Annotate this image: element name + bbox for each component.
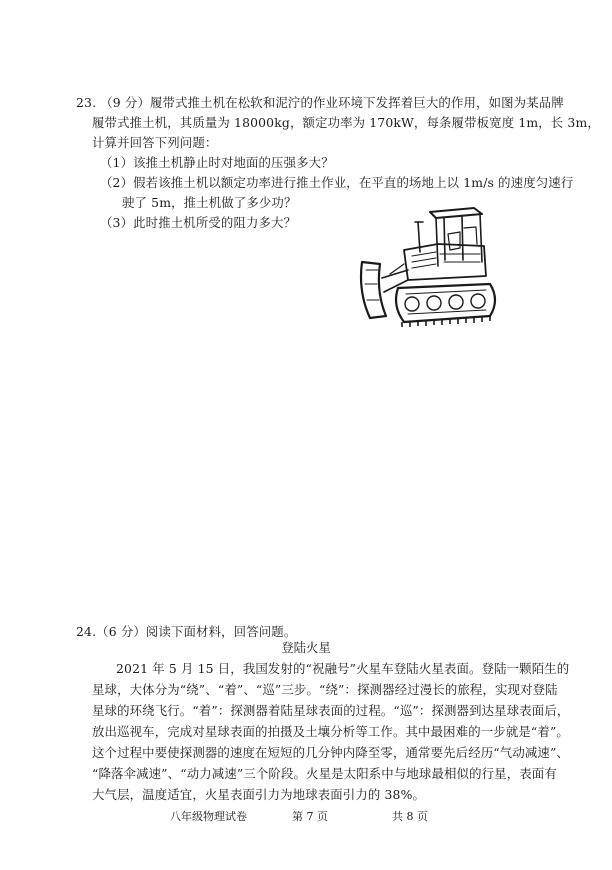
q23-part-2: （2）假若该推土机以额定功率进行推土作业，在平直的场地上以 1m/s 的速度匀速行 bbox=[100, 175, 574, 190]
q24-paragraph-line-5: 这个过程中要使探测器的速度在短短的几分钟内降至零，通常要先后经历“气动减速”、 bbox=[92, 745, 569, 760]
q23-part-3: （3）此时推土机所受的阻力多大？ bbox=[100, 215, 297, 230]
q23-part-1: （1）该推土机静止时对地面的压强多大？ bbox=[100, 155, 334, 170]
q23-line-3: 计算并回答下列问题： bbox=[92, 135, 218, 150]
footer-subject: 八年级物理试卷 bbox=[170, 810, 247, 823]
footer-total-pages: 共 8 页 bbox=[392, 810, 428, 823]
q24-paragraph-line-4: 放出巡视车，完成对星球表面的拍摄及土壤分析等工作。其中最困难的一步就是“着”。 bbox=[92, 724, 569, 739]
q23-line-1: 23. （9 分）履带式推土机在松软和泥泞的作业环境下发挥着巨大的作用，如图为某品牌 bbox=[76, 95, 564, 110]
q24-paragraph-line-6: “降落伞减速”、“动力减速”三个阶段。火星是太阳系中与地球最相似的行星，表面有 bbox=[92, 766, 557, 781]
bulldozer-image bbox=[352, 200, 502, 340]
q23-part-2-cont: 驶了 5m，推土机做了多少功？ bbox=[122, 195, 297, 210]
q24-paragraph-line-1: 2021 年 5 月 15 日，我国发射的“祝融号”火星车登陆火星表面。登陆一颗陌生的 bbox=[116, 661, 570, 676]
q24-paragraph-line-2: 星球，大体分为“绕”、“着”、“巡”三步。“绕”：探测器经过漫长的旅程，实现对登陆 bbox=[92, 682, 558, 697]
footer-page-number: 第 7 页 bbox=[292, 810, 328, 823]
q24-paragraph-line-3: 星球的环绕飞行。“着”：探测器着陆星球表面的过程。“巡”：探测器到达星球表面后， bbox=[92, 703, 570, 718]
q24-header: 24.（6 分）阅读下面材料，回答问题。 bbox=[76, 624, 297, 639]
q24-article-title: 登陆火星 bbox=[281, 640, 331, 655]
q24-paragraph-line-7: 大气层，温度适宜，火星表面引力为地球表面引力的 38%。 bbox=[92, 787, 426, 802]
q23-line-2: 履带式推土机，其质量为 18000kg，额定功率为 170kW，每条履带板宽度 1m，长 3m， bbox=[92, 115, 600, 130]
